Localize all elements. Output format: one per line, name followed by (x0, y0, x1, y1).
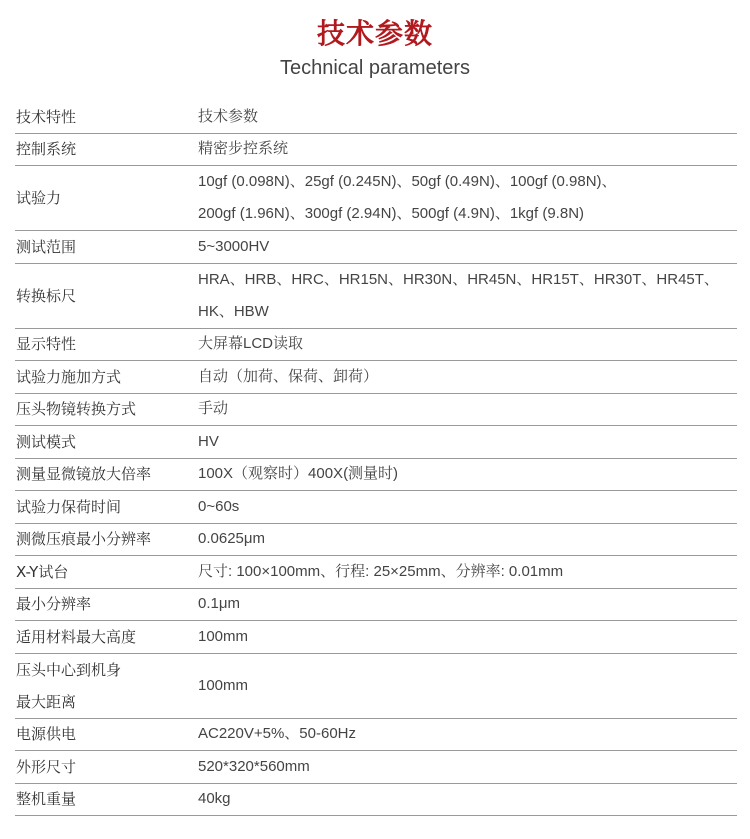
spec-value: AC220V+5%、50-60Hz (198, 725, 357, 743)
spec-label: 显示特性 (16, 335, 77, 354)
page-subtitle: Technical parameters (279, 57, 471, 79)
spec-label: 测试模式 (16, 432, 77, 451)
spec-value: 520*320*560mm (198, 757, 310, 775)
spec-value: 100X（观察时）400X(测量时) (198, 465, 399, 483)
spec-value: 自动（加荷、保荷、卸荷） (198, 367, 379, 385)
spec-value: 尺寸: 100×100mm、行程: 25×25mm、分辨率: 0.01mm (198, 562, 564, 580)
table-row (15, 491, 737, 524)
table-row (15, 329, 737, 362)
table-row (15, 134, 737, 167)
spec-value: 精密步控系统 (198, 140, 289, 158)
spec-label: 技术特性 (16, 107, 77, 126)
table-row (15, 621, 737, 654)
spec-table (15, 101, 737, 816)
spec-value: 100mm (198, 676, 249, 694)
table-row (15, 589, 737, 622)
spec-label: 测试范围 (16, 237, 77, 256)
spec-value: 0~60s (198, 497, 240, 515)
spec-value: HV (198, 432, 219, 450)
spec-value: 100mm (198, 627, 249, 645)
spec-value: 手动 (198, 400, 229, 418)
page-title: 技术参数 (316, 17, 433, 50)
table-row (15, 524, 737, 557)
table-row (15, 751, 737, 784)
table-row (15, 394, 737, 427)
spec-label: X-Y试台 (16, 562, 69, 581)
table-row (15, 361, 737, 394)
spec-value: 0.0625μm (198, 530, 266, 548)
spec-label: 测微压痕最小分辨率 (16, 530, 152, 549)
spec-value: 5~3000HV (198, 237, 270, 255)
table-row (15, 654, 737, 719)
table-row (15, 556, 737, 589)
table-row (15, 784, 737, 817)
spec-label: 电源供电 (16, 725, 77, 744)
table-row (15, 101, 737, 134)
spec-value: 大屏幕LCD读取 (198, 335, 304, 353)
spec-label: 压头物镜转换方式 (16, 400, 137, 419)
spec-value: 0.1μm (198, 595, 240, 613)
spec-value: 技术参数 (198, 107, 259, 125)
table-row (15, 459, 737, 492)
spec-label: 压头中心到机身 最大距离 (16, 660, 122, 711)
spec-label: 试验力保荷时间 (16, 497, 122, 516)
spec-value: HRA、HRB、HRC、HR15N、HR30N、HR45N、HR15T、HR30T、HR45T、 HK、HBW (198, 270, 719, 320)
spec-label: 测量显微镜放大倍率 (16, 465, 152, 484)
spec-label: 控制系统 (16, 140, 77, 159)
spec-label: 试验力 (16, 189, 62, 207)
spec-label: 适用材料最大高度 (16, 627, 137, 646)
spec-value: 40kg (198, 790, 231, 808)
table-row (15, 231, 737, 264)
table-row (15, 166, 737, 231)
spec-label: 外形尺寸 (16, 757, 77, 776)
spec-label: 试验力施加方式 (16, 367, 122, 386)
table-row (15, 426, 737, 459)
spec-label: 转换标尺 (16, 286, 77, 305)
table-row (15, 719, 737, 752)
spec-value: 10gf (0.098N)、25gf (0.245N)、50gf (0.49N)、100gf (0.98N)、 200gf (1.96N)、300gf (2.94N)、500gf (4.9N)、1kgf (9.8N) (198, 173, 617, 222)
spec-label: 整机重量 (16, 790, 77, 809)
table-row (15, 264, 737, 329)
spec-label: 最小分辨率 (16, 595, 92, 614)
